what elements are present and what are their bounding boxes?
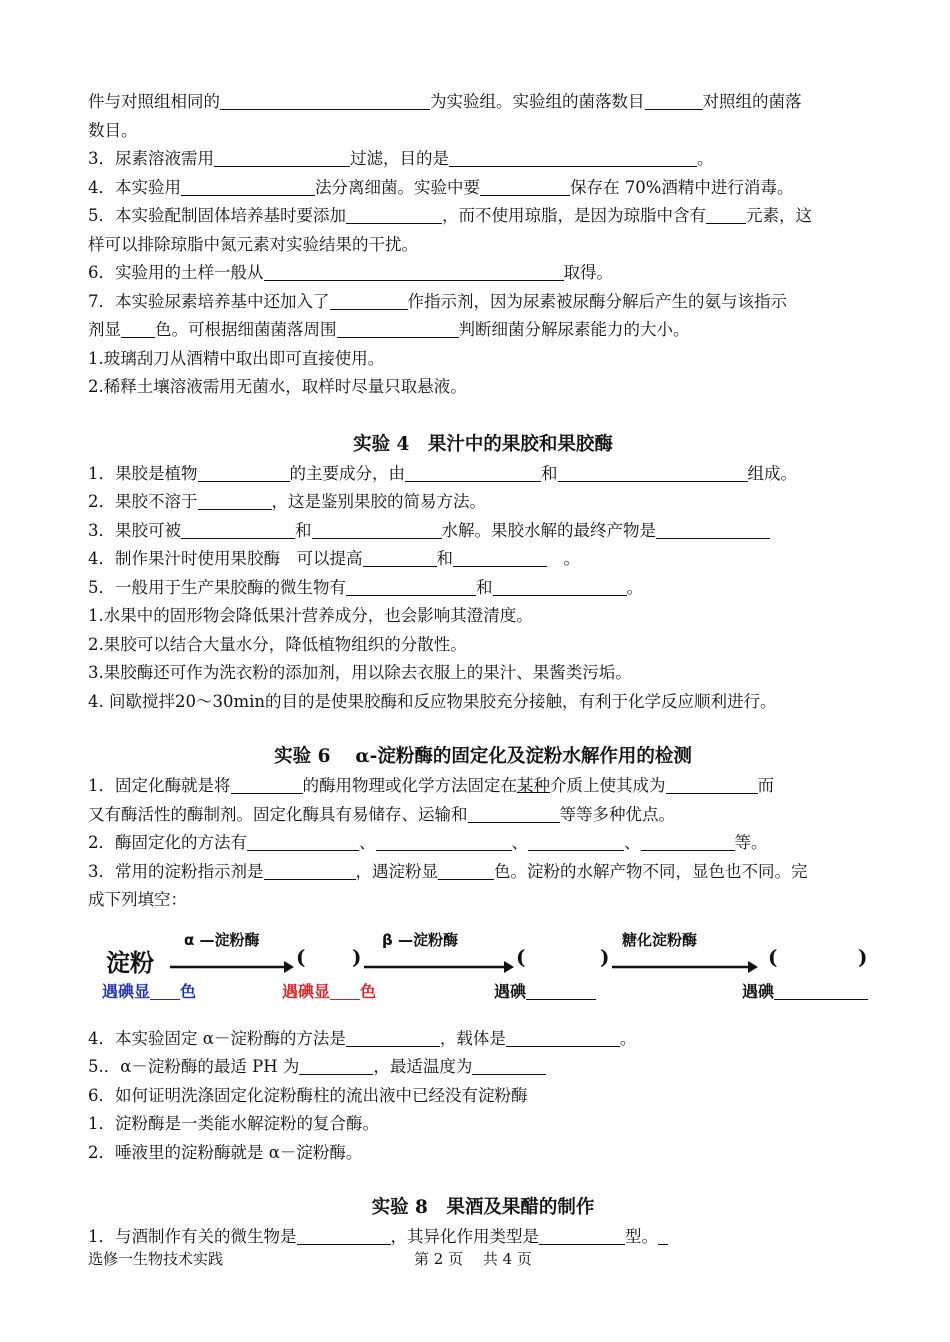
answer-blank[interactable] [214,148,350,167]
text-line: 件与对照组相同的 为实验组。实验组的菌落数目 对照组的菌落 [88,92,802,111]
diagram-paren-open-1: ( [296,944,306,969]
answer-blank[interactable] [330,291,408,310]
answer-blank[interactable] [453,548,547,567]
text-line: 1．果胶是植物 的主要成分，由 和 组成。 [88,463,797,483]
text-line: 3．尿素溶液需用 过滤，目的是 。 [88,149,714,168]
answer-blank[interactable] [405,463,541,482]
text-line: 又有酶活性的酶制剂。固定化酶具有易储存、运输和 等等多种优点。 [88,804,675,824]
text-line: 2.稀释土壤溶液需用无菌水，取样时尽量只取悬液。 [88,377,467,396]
answer-blank[interactable] [472,1056,546,1075]
diagram-note-dextrin: 遇碘显 色 [282,981,377,1001]
text-line: 6．如何证明洗涤固定化淀粉酶柱的流出液中已经没有淀粉酶 [88,1085,528,1105]
answer-blank[interactable] [346,1028,440,1047]
answer-blank[interactable] [181,177,315,196]
text-line: 数目。 [88,120,138,140]
diagram-enzyme-glucoamylase: 糖化淀粉酶 [622,930,698,949]
answer-blank[interactable] [641,832,735,851]
diagram-paren-close-3: ) [858,944,868,969]
answer-blank[interactable] [774,981,868,1000]
text-line: 2.果胶可以结合大量水分，降低植物组织的分散性。 [88,634,467,654]
diagram-paren-open-3: ( [768,944,778,969]
text-line: 5．一般用于生产果胶酶的微生物有 和 。 [88,577,643,597]
text-line: 6．实验用的土样一般从 取得。 [88,263,613,282]
answer-blank[interactable] [363,548,437,567]
text-line: 4．制作果汁时使用果胶酶 可以提高 和 。 [88,549,580,568]
diagram-starch-label: 淀粉 [106,948,154,977]
diagram-paren-close-2: ) [600,944,610,969]
answer-blank[interactable] [480,177,570,196]
arrow-head-3 [748,961,758,973]
answer-blank[interactable] [528,832,624,851]
page-content [88,88,878,1252]
answer-blank[interactable] [181,520,295,539]
section-heading-exp8: 实验 8 果酒及果醋的制作 [371,1197,595,1218]
text-line: 1.玻璃刮刀从酒精中取出即可直接使用。 [88,348,385,368]
answer-blank[interactable] [299,1056,373,1075]
answer-blank[interactable] [658,1226,668,1245]
text-line: 1．固定化酶就是将 的酶用物理或化学方法固定在某种介质上使其成为 而 [88,776,774,795]
answer-blank[interactable] [312,520,442,539]
diagram-paren-open-2: ( [516,944,526,969]
diagram-enzyme-alpha: α —淀粉酶 [184,930,260,949]
text-line: 4．本实验用 法分离细菌。实验中要 保存在 70%酒精中进行消毒。 [88,177,794,197]
answer-blank[interactable] [337,319,459,338]
footer-course-title: 选修一生物技术实践 [88,1250,224,1268]
answer-blank[interactable] [231,775,303,794]
answer-blank[interactable] [449,148,697,167]
answer-blank[interactable] [468,804,560,823]
diagram-note-glucose: 遇碘 [742,979,868,1002]
answer-blank[interactable] [150,981,180,1000]
answer-blank[interactable] [220,91,430,110]
text-line: 3．常用的淀粉指示剂是 ，遇淀粉显 色。淀粉的水解产物不同，显色也不同。完 [88,861,808,881]
text-line: 2．酶固定化的方法有 、 、 、 等。 [88,833,768,852]
text-line: 1．与酒制作有关的微生物是 ，其异化作用类型是 型。 [88,1223,878,1252]
answer-blank[interactable] [506,1028,620,1047]
answer-blank[interactable] [706,205,746,224]
answer-blank[interactable] [264,262,564,281]
answer-blank[interactable] [264,861,356,880]
text-line: 5.．α－淀粉酶的最适 PH 为 ，最适温度为 [88,1053,878,1082]
answer-blank[interactable] [558,463,748,482]
answer-blank[interactable] [346,577,476,596]
answer-blank[interactable] [346,205,442,224]
starch-hydrolysis-diagram [88,921,878,1021]
text-line: 3.果胶酶还可作为洗衣粉的添加剂，用以除去衣服上的果汁、果酱类污垢。 [88,663,632,682]
diagram-note-maltose: 遇碘 [494,979,596,1002]
answer-blank[interactable] [121,319,155,338]
answer-blank[interactable] [297,1226,391,1245]
text-line: 1.水果中的固形物会降低果汁营养成分，也会影响其澄清度。 [88,606,533,625]
text-line: 4. 间歇搅拌20～30min的目的是使果胶酶和反应物果胶充分接触，有利于化学反应顺利进行。 [88,691,777,711]
text-line: 样可以排除琼脂中氮元素对实验结果的干扰。 [88,234,418,254]
answer-blank[interactable] [539,1226,625,1245]
footer-page-number: 第 2 页 共 4 页 [414,1250,532,1268]
text-line: 2．唾液里的淀粉酶就是 α－淀粉酶。 [88,1142,363,1162]
answer-blank[interactable] [438,861,494,880]
text-line: 7．本实验尿素培养基中还加入了 作指示剂，因为尿素被尿酶分解后产生的氨与该指示 [88,291,787,311]
answer-blank[interactable] [666,775,758,794]
text-line: 5．本实验配制固体培养基时要添加 ，而不使用琼脂，是因为琼脂中含有 元素，这 [88,206,812,225]
answer-blank[interactable] [330,981,360,1000]
text-line: 成下列填空： [88,890,187,909]
diagram-note-starch: 遇碘显 色 [102,981,197,1001]
text-line: 剂显 色。可根据细菌菌落周围 判断细菌分解尿素能力的大小。 [88,320,690,339]
arrow-head-1 [284,961,294,973]
section-heading-exp4: 实验 4 果汁中的果胶和果胶酶 [353,433,613,455]
answer-blank[interactable] [198,491,272,510]
text-line: 4．本实验固定 α－淀粉酶的方法是 ，载体是 。 [88,1028,637,1048]
arrow-head-2 [504,961,514,973]
answer-blank[interactable] [526,981,596,1000]
answer-blank[interactable] [656,520,770,539]
diagram-paren-close-1: ) [352,944,362,969]
answer-blank[interactable] [493,577,627,596]
section-heading-exp6: 实验 6 α-淀粉酶的固定化及淀粉水解作用的检测 [274,746,692,767]
answer-blank[interactable] [376,832,512,851]
answer-blank[interactable] [198,463,290,482]
text-line: 2．果胶不溶于 ，这是鉴别果胶的简易方法。 [88,492,486,511]
diagram-enzyme-beta: β —淀粉酶 [382,930,458,949]
text-line: 3．果胶可被 和 水解。果胶水解的最终产物是 [88,517,878,546]
answer-blank[interactable] [645,91,703,110]
text-line: 1．淀粉酶是一类能水解淀粉的复合酶。 [88,1114,379,1133]
answer-blank[interactable] [247,832,359,851]
